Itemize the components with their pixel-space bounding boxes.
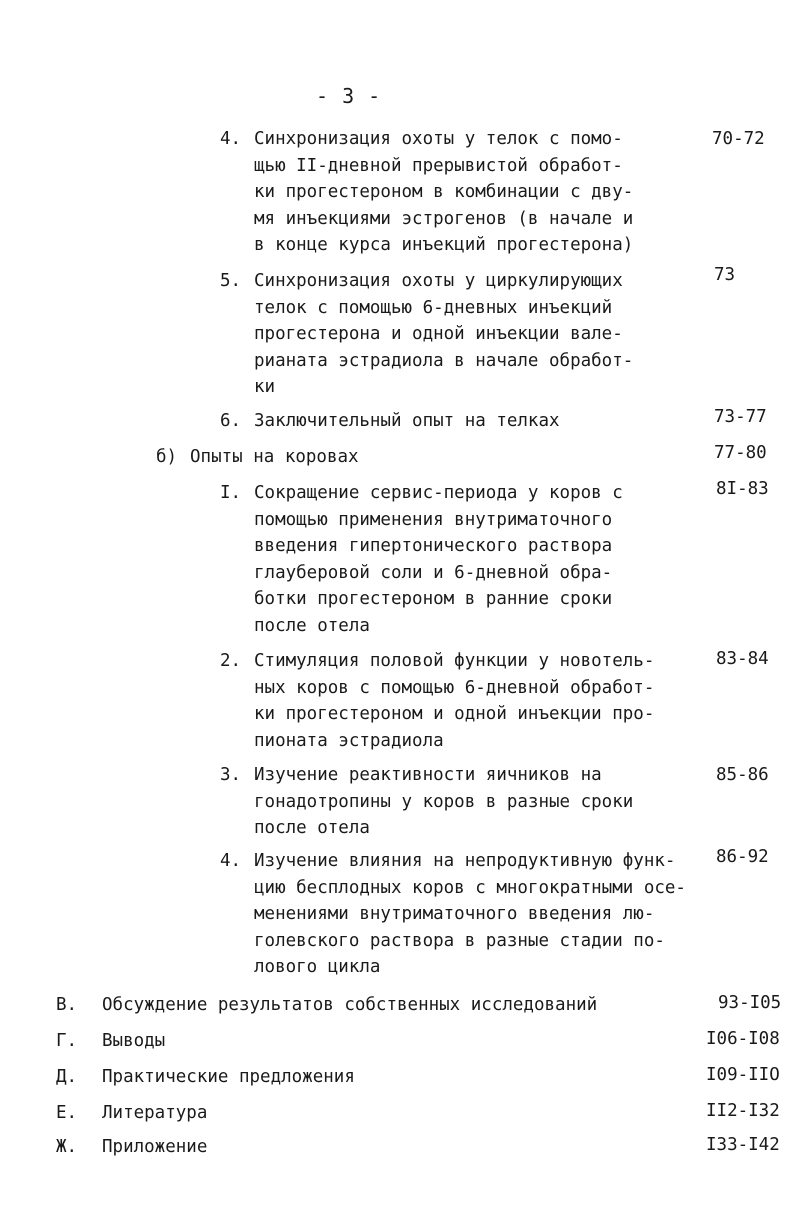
entry-line: введения гипертонического раствора [254,536,613,556]
entry-line: мя инъекциями эстрогенов (в начале и [254,208,634,229]
entry-pages: II2-I32 [706,1101,780,1121]
entry-line: Заключительный опыт на телках [254,411,560,431]
entry-line: щью II-дневной прерывистой обработ- [254,155,623,176]
entry-number: 5. [220,271,242,291]
entry-line: Литература [102,1103,208,1123]
entry-line: Обсуждение результатов собственных исследований [102,995,598,1015]
entry-line: лового цикла [254,957,381,977]
entry-pages: I09-IIO [706,1065,780,1085]
entry-pages: I06-I08 [706,1029,780,1049]
entry-line: гонадотропины у коров в разные сроки [254,791,634,812]
entry-line: ботки прогестероном в ранние сроки [254,589,613,609]
entry-line: менениями внутриматочного введения лю- [254,904,655,924]
entry-pages: 73 [714,265,736,285]
entry-line: голевского раствора в разные стадии по- [254,930,665,951]
entry-number: I. [220,483,242,503]
entry-pages: 8I-83 [716,479,769,499]
entry-line: ки [254,377,276,397]
entry-pages: 77-80 [714,443,767,463]
entry-line: Опыты на коровах [190,447,359,467]
entry-number: Е. [56,1103,78,1123]
entry-line: после отела [254,818,370,838]
entry-line: ных коров с помощью 6-дневной обработ- [254,677,655,698]
entry-line: пионата эстрадиола [254,730,444,751]
entry-line: рианата эстрадиола в начале обработ- [254,350,634,371]
entry-line: Стимуляция половой функции у новотель- [254,651,655,671]
entry-line: глауберовой соли и 6-дневной обра- [254,562,613,583]
entry-number: Д. [56,1067,78,1087]
entry-line: телок с помощью 6-дневных инъекций [254,297,613,318]
entry-pages: 93-I05 [718,993,782,1013]
entry-pages: 86-92 [716,847,769,867]
entry-number: Г. [56,1031,78,1051]
entry-number: В. [56,995,78,1015]
entry-line: Приложение [102,1137,208,1157]
entry-line: в конце курса инъекций прогестерона) [254,235,634,255]
entry-line: цию бесплодных коров с многократными осе- [254,877,686,898]
entry-line: ки прогестероном и одной инъекции про- [254,704,655,724]
entry-pages: 83-84 [716,649,769,669]
entry-number: б) [156,447,178,467]
entry-number: 2. [220,651,242,671]
entry-line: Синхронизация охоты у телок с помо- [254,129,623,149]
entry-line: Синхронизация охоты у циркулирующих [254,271,623,291]
entry-line: Практические предложения [102,1067,355,1087]
page-number: - 3 - [316,84,382,108]
entry-number: Ж. [56,1137,78,1157]
entry-line: прогестерона и одной инъекции вале- [254,324,623,344]
entry-line: Изучение реактивности яичников на [254,765,602,785]
entry-line: Изучение влияния на непродуктивную функ- [254,851,676,871]
entry-line: Выводы [102,1031,166,1051]
entry-pages: 73-77 [714,407,767,427]
entry-number: 3. [220,765,242,785]
entry-line: помощью применения внутриматочного [254,509,613,530]
entry-number: 4. [220,851,242,871]
entry-line: после отела [254,615,370,636]
entry-number: 4. [220,129,242,149]
entry-line: Сокращение сервис-периода у коров с [254,483,623,503]
entry-pages: 70-72 [712,129,765,149]
entry-pages: 85-86 [716,765,769,785]
entry-pages: I33-I42 [706,1135,780,1155]
entry-number: 6. [220,411,242,431]
entry-line: ки прогестероном в комбинации с дву- [254,182,634,202]
